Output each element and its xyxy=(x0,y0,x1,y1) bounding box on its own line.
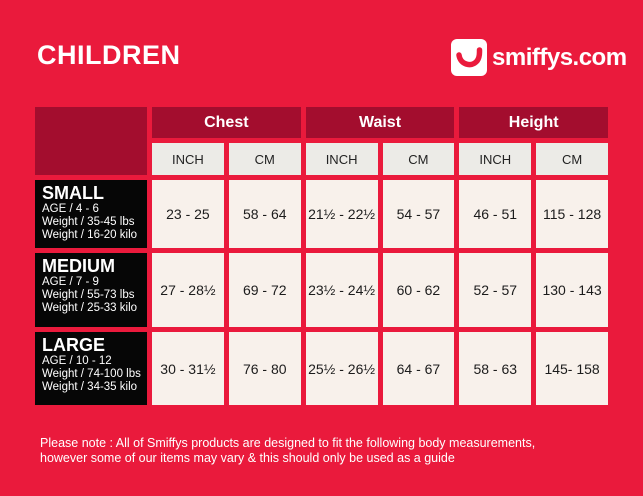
size-detail-weight-kilo: Weight / 34-35 kilo xyxy=(42,381,138,394)
data-cell-small-height-cm: 115 - 128 xyxy=(536,180,608,248)
data-cell-medium-waist-cm: 60 - 62 xyxy=(383,253,455,327)
size-name: SMALL xyxy=(42,183,104,203)
group-header-waist: Waist xyxy=(306,107,455,138)
unit-header-chest-cm: CM xyxy=(229,143,301,175)
size-table xyxy=(35,107,608,405)
size-detail-age: AGE / 10 - 12 xyxy=(42,354,112,367)
data-cell-large-height-cm: 145- 158 xyxy=(536,332,608,405)
data-cell-small-height-inch: 46 - 51 xyxy=(459,180,531,248)
data-cell-large-chest-inch: 30 - 31½ xyxy=(152,332,224,405)
size-detail-weight-kilo: Weight / 25-33 kilo xyxy=(42,302,138,315)
footnote-line-1: Please note : All of Smiffys products are designed to fit the following body measurements, xyxy=(40,436,536,450)
smiffys-logo-text: smiffys.com xyxy=(492,43,627,71)
group-header-height: Height xyxy=(459,107,608,138)
smiffys-logo xyxy=(451,39,627,76)
corner-cell xyxy=(35,107,147,175)
size-detail-weight-lbs: Weight / 74-100 lbs xyxy=(42,368,141,380)
data-cell-small-waist-inch: 21½ - 22½ xyxy=(306,180,378,248)
unit-header-chest-inch: INCH xyxy=(152,143,224,175)
data-cell-small-waist-cm: 54 - 57 xyxy=(383,180,455,248)
size-detail-weight-lbs: Weight / 35-45 lbs xyxy=(42,216,135,228)
data-cell-large-waist-inch: 25½ - 26½ xyxy=(306,332,378,405)
data-cell-large-chest-cm: 76 - 80 xyxy=(229,332,301,405)
data-cell-medium-waist-inch: 23½ - 24½ xyxy=(306,253,378,327)
data-cell-medium-chest-cm: 69 - 72 xyxy=(229,253,301,327)
data-cell-large-height-inch: 58 - 63 xyxy=(459,332,531,405)
data-cell-medium-chest-inch: 27 - 28½ xyxy=(152,253,224,327)
size-detail-weight-lbs: Weight / 55-73 lbs xyxy=(42,289,135,301)
data-cell-medium-height-cm: 130 - 143 xyxy=(536,253,608,327)
size-name: MEDIUM xyxy=(42,256,115,276)
unit-header-waist-inch: INCH xyxy=(306,143,378,175)
size-detail-weight-kilo: Weight / 16-20 kilo xyxy=(42,229,138,242)
size-detail-age: AGE / 7 - 9 xyxy=(42,275,99,288)
smiffys-smile-icon xyxy=(451,39,487,76)
data-cell-small-chest-cm: 58 - 64 xyxy=(229,180,301,248)
size-cell-medium xyxy=(35,253,147,327)
unit-header-height-inch: INCH xyxy=(459,143,531,175)
size-detail-age: AGE / 4 - 6 xyxy=(42,202,99,215)
data-cell-medium-height-inch: 52 - 57 xyxy=(459,253,531,327)
footnote xyxy=(40,436,615,465)
unit-header-waist-cm: CM xyxy=(383,143,455,175)
group-header-chest: Chest xyxy=(152,107,301,138)
data-cell-large-waist-cm: 64 - 67 xyxy=(383,332,455,405)
footnote-line-2: however some of our items may vary & this should only be used as a guide xyxy=(40,450,455,465)
size-name: LARGE xyxy=(42,335,105,355)
unit-header-height-cm: CM xyxy=(536,143,608,175)
size-cell-large xyxy=(35,332,147,405)
page-title: CHILDREN xyxy=(37,40,181,70)
data-cell-small-chest-inch: 23 - 25 xyxy=(152,180,224,248)
size-cell-small xyxy=(35,180,147,248)
